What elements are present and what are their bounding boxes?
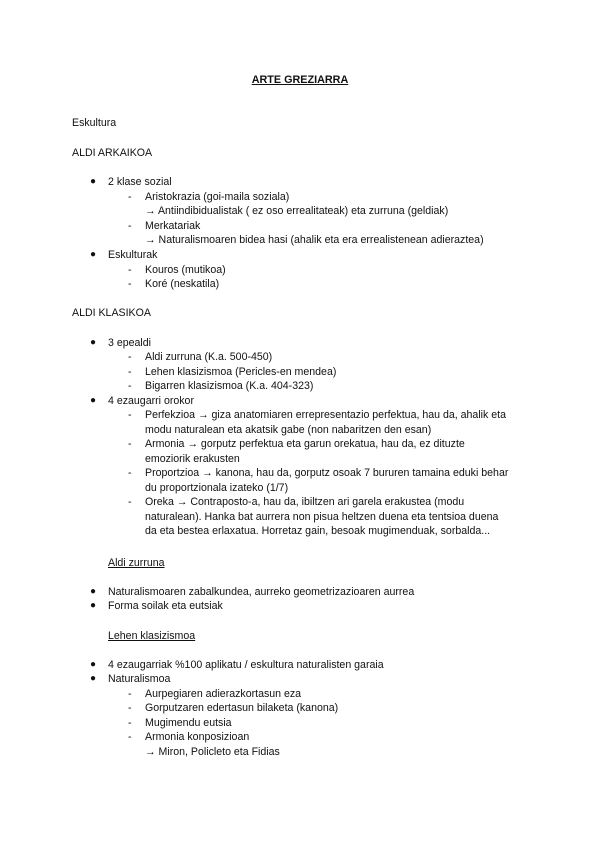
dash-icon: - <box>128 688 132 700</box>
bullet-icon: ● <box>90 659 97 670</box>
list-item-text: 4 ezaugarri orokor <box>108 395 194 407</box>
sub-list-item-text: Aldi zurruna (K.a. 500-450) <box>145 351 273 363</box>
sub-list-item-continuation: → Antiindibidualistak ( ez oso errealitateak) eta zurruna (geldiak) <box>145 205 449 217</box>
dash-icon: - <box>128 409 132 421</box>
sub-list-item-continuation: modu naturalean eta akatsik gabe (non nabaritzen den esan) <box>145 424 432 436</box>
subsection-heading-aldi-zurruna: Aldi zurruna <box>108 557 165 569</box>
sub-list-item-text: Armonia konposizioan <box>145 731 250 743</box>
sub-list-item-text: Armonia → gorputz perfektua eta garun orekatua, hau da, ez dituzte <box>145 438 465 450</box>
sub-list-item-text: Oreka → Contraposto-a, hau da, ibiltzen ari garela erakustea (modu <box>145 496 465 508</box>
list-item-text: Eskulturak <box>108 249 158 261</box>
section-heading-arkaikoa: ALDI ARKAIKOA <box>72 147 153 159</box>
list-item-text: Naturalismoaren zabalkundea, aurreko geometrizazioaren aurrea <box>108 586 415 598</box>
list-item-text: 4 ezaugarriak %100 aplikatu / eskultura naturalisten garaia <box>108 659 384 671</box>
list-item-text: 3 epealdi <box>108 337 152 349</box>
bullet-icon: ● <box>90 337 97 348</box>
sub-list-item-text: Merkatariak <box>145 220 201 232</box>
sub-list-item-continuation: da eta bestea erlaxatua. Horretaz gain, besoak mugimenduak, sorbalda... <box>145 525 491 537</box>
subsection-heading-lehen-klasizismoa: Lehen klasizismoa <box>108 630 196 642</box>
sub-list-item-text: Proportzioa → kanona, hau da, gorputz osoak 7 bururen tamaina eduki behar <box>145 467 509 479</box>
sub-list-item-text: Lehen klasizismoa (Pericles-en mendea) <box>145 366 337 378</box>
sub-list-item-text: Koré (neskatila) <box>145 278 220 290</box>
list-item-text: 2 klase sozial <box>108 176 172 188</box>
dash-icon: - <box>128 717 132 729</box>
list-item-text: Naturalismoa <box>108 673 171 685</box>
dash-icon: - <box>128 702 132 714</box>
sub-list-item-text: Bigarren klasizismoa (K.a. 404-323) <box>145 380 314 392</box>
sub-list-item-text: Perfekzioa → giza anatomiaren errepresentazio perfektua, hau da, ahalik eta <box>145 409 506 421</box>
sub-list-item-continuation: → Miron, Policleto eta Fidias <box>145 746 280 758</box>
bullet-icon: ● <box>90 249 97 260</box>
sub-list-item-text: Aristokrazia (goi-maila soziala) <box>145 191 290 203</box>
sub-list-item-continuation: emoziorik erakusten <box>145 453 240 465</box>
sub-list-item-continuation: du proportzionala izateko (1/7) <box>145 482 289 494</box>
dash-icon: - <box>128 380 132 392</box>
list-item-text: Forma soilak eta eutsiak <box>108 600 223 612</box>
dash-icon: - <box>128 496 132 508</box>
sub-list-item-continuation: → Naturalismoaren bidea hasi (ahalik eta era errealistenean adieraztea) <box>145 234 484 246</box>
subject-label: Eskultura <box>72 117 117 129</box>
dash-icon: - <box>128 278 132 290</box>
sub-list-item-text: Kouros (mutikoa) <box>145 264 226 276</box>
dash-icon: - <box>128 731 132 743</box>
dash-icon: - <box>128 351 132 363</box>
bullet-icon: ● <box>90 673 97 684</box>
dash-icon: - <box>128 467 132 479</box>
dash-icon: - <box>128 366 132 378</box>
dash-icon: - <box>128 438 132 450</box>
dash-icon: - <box>128 264 132 276</box>
bullet-icon: ● <box>90 176 97 187</box>
sub-list-item-text: Mugimendu eutsia <box>145 717 232 729</box>
sub-list-item-text: Aurpegiaren adierazkortasun eza <box>145 688 302 700</box>
bullet-icon: ● <box>90 586 97 597</box>
sub-list-item-continuation: naturalean). Hanka bat aurrera non pisua heltzen duena eta tentsioa duena <box>145 511 499 523</box>
section-heading-klasikoa: ALDI KLASIKOA <box>72 307 151 319</box>
page-title: ARTE GREZIARRA <box>251 74 349 86</box>
bullet-icon: ● <box>90 395 97 406</box>
dash-icon: - <box>128 191 132 203</box>
dash-icon: - <box>128 220 132 232</box>
bullet-icon: ● <box>90 600 97 611</box>
sub-list-item-text: Gorputzaren edertasun bilaketa (kanona) <box>145 702 339 714</box>
